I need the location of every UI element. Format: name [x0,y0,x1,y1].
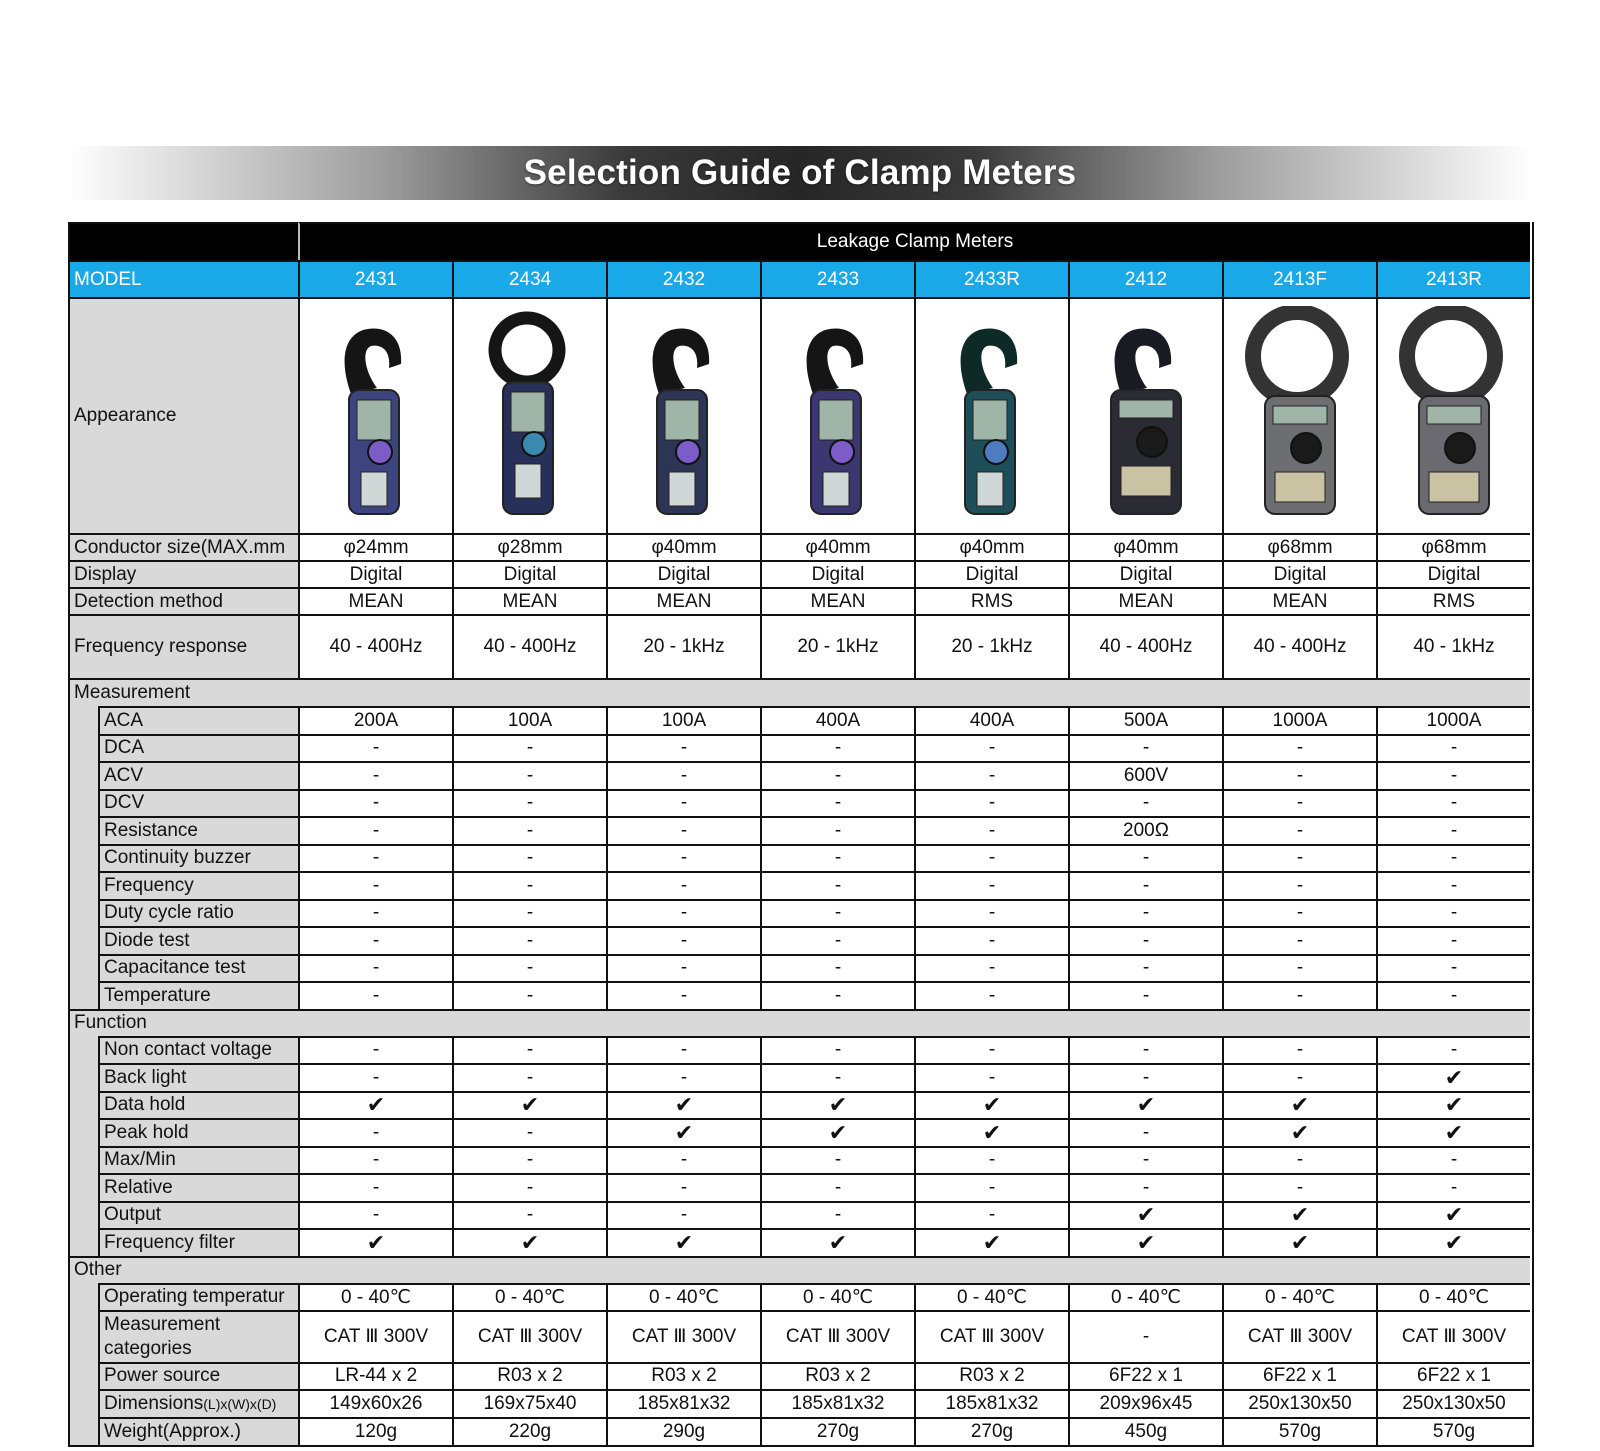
row-value: - [452,816,606,844]
row-value: - [452,981,606,1009]
spec-value: 40 - 1kHz [1376,614,1530,678]
row-value: - [452,899,606,927]
row-value: - [606,816,760,844]
row-value: - [606,981,760,1009]
spec-value: 20 - 1kHz [914,614,1068,678]
spec-value: Digital [1376,560,1530,587]
row-value: CAT Ⅲ 300V [1222,1310,1376,1362]
row-value: CAT Ⅲ 300V [606,1310,760,1362]
row-value: - [1376,1173,1530,1201]
clamp-meter-icon [465,306,595,526]
row-value: - [1222,816,1376,844]
row-label [98,1389,298,1417]
row-value: 169x75x40 [452,1389,606,1417]
row-value: - [298,1146,452,1174]
header-corner [68,222,298,260]
section-indent [68,1283,98,1445]
spec-value: Digital [1222,560,1376,587]
clamp-meter-icon [1389,306,1519,526]
row-value: 450g [1068,1417,1222,1445]
row-label: Operating temperatur [98,1283,298,1310]
model-5: 2412 [1068,260,1222,297]
meter-image-cell [1068,297,1222,533]
row-value: - [1376,981,1530,1009]
model-0: 2431 [298,260,452,297]
row-value: ✔ [1222,1118,1376,1146]
spec-value: 40 - 400Hz [452,614,606,678]
row-value: - [914,926,1068,954]
row-value: - [1068,981,1222,1009]
row-value: 100A [606,706,760,734]
model-4: 2433R [914,260,1068,297]
spec-label: Detection method [68,587,298,614]
row-value: 270g [914,1417,1068,1445]
row-value: ✔ [760,1091,914,1119]
row-label: Max/Min [98,1146,298,1174]
spec-value: φ68mm [1222,533,1376,560]
row-value: ✔ [452,1091,606,1119]
row-value: - [298,1036,452,1064]
row-value: - [1222,844,1376,872]
row-value: 570g [1376,1417,1530,1445]
spec-value: RMS [1376,587,1530,614]
row-value: - [452,1201,606,1229]
model-7: 2413R [1376,260,1530,297]
spec-value: Digital [606,560,760,587]
row-label: Duty cycle ratio [98,899,298,927]
spec-label: Conductor size(MAX.mm [68,533,298,560]
meter-image-cell [298,297,452,533]
row-value: - [1222,1063,1376,1091]
row-value: 250x130x50 [1222,1389,1376,1417]
row-value: - [760,1063,914,1091]
row-value: - [452,844,606,872]
clamp-meter-icon [1081,306,1211,526]
row-value: CAT Ⅲ 300V [298,1310,452,1362]
row-value: ✔ [1376,1228,1530,1256]
row-value: - [1068,1063,1222,1091]
meter-image-cell [606,297,760,533]
model-label: MODEL [68,260,298,297]
row-value: - [914,954,1068,982]
row-value: ✔ [914,1091,1068,1119]
row-value: 149x60x26 [298,1389,452,1417]
row-value: - [298,1118,452,1146]
spec-value: 40 - 400Hz [1068,614,1222,678]
row-value: 250x130x50 [1376,1389,1530,1417]
clamp-meter-icon [927,306,1057,526]
row-value: - [606,789,760,817]
row-value: - [452,1063,606,1091]
row-value: - [760,734,914,762]
row-label: Back light [98,1063,298,1091]
row-label: Capacitance test [98,954,298,982]
row-value: ✔ [1376,1201,1530,1229]
row-value: - [1222,871,1376,899]
row-value: - [298,789,452,817]
row-value: R03 x 2 [606,1362,760,1389]
row-value: - [760,1146,914,1174]
row-value: - [1068,844,1222,872]
row-value: - [606,954,760,982]
row-value: - [1376,954,1530,982]
row-value: 0 - 40℃ [1068,1283,1222,1310]
row-value: R03 x 2 [452,1362,606,1389]
spec-value: MEAN [1068,587,1222,614]
row-label: DCV [98,789,298,817]
row-value: - [298,899,452,927]
row-value: - [1222,761,1376,789]
row-value: - [606,761,760,789]
spec-value: 20 - 1kHz [606,614,760,678]
spec-value: MEAN [452,587,606,614]
row-value: - [452,1173,606,1201]
row-value: 209x96x45 [1068,1389,1222,1417]
row-value: - [914,1146,1068,1174]
row-label: Peak hold [98,1118,298,1146]
row-value: - [1068,1036,1222,1064]
row-value: - [298,1063,452,1091]
row-value: - [606,844,760,872]
row-value: - [1376,926,1530,954]
page-title: Selection Guide of Clamp Meters [523,153,1077,192]
row-value: - [914,734,1068,762]
clamp-meter-spec-table [68,222,1534,1447]
row-value: - [760,1173,914,1201]
row-value: 600V [1068,761,1222,789]
row-value: 120g [298,1417,452,1445]
row-value: - [1376,1146,1530,1174]
row-value: LR-44 x 2 [298,1362,452,1389]
row-value: - [914,871,1068,899]
model-1: 2434 [452,260,606,297]
row-value: - [914,844,1068,872]
row-value: CAT Ⅲ 300V [452,1310,606,1362]
row-value: - [1068,1118,1222,1146]
row-label: Data hold [98,1091,298,1119]
row-value: 570g [1222,1417,1376,1445]
row-value: - [606,734,760,762]
row-value: R03 x 2 [914,1362,1068,1389]
row-value: - [606,871,760,899]
row-value: - [1222,981,1376,1009]
row-value: ✔ [760,1228,914,1256]
row-label: Non contact voltage [98,1036,298,1064]
row-value: 6F22 x 1 [1222,1362,1376,1389]
row-value: - [760,981,914,1009]
row-value: 1000A [1376,706,1530,734]
row-value: - [914,1063,1068,1091]
row-value: - [1222,1146,1376,1174]
row-label: Resistance [98,816,298,844]
row-value: - [452,926,606,954]
row-value: - [452,1146,606,1174]
spec-value: Digital [452,560,606,587]
row-value: ✔ [452,1228,606,1256]
row-value: ✔ [914,1118,1068,1146]
spec-value: φ68mm [1376,533,1530,560]
section-indent [68,706,98,1009]
row-value: - [760,926,914,954]
row-value: - [452,1036,606,1064]
row-value: - [1376,844,1530,872]
spec-value: Digital [298,560,452,587]
row-label: DCA [98,734,298,762]
row-value: ✔ [298,1091,452,1119]
row-value: - [452,789,606,817]
row-value: - [298,926,452,954]
row-value: - [1222,1036,1376,1064]
row-value: - [1376,734,1530,762]
row-value: - [760,844,914,872]
row-value: 220g [452,1417,606,1445]
row-value: - [606,899,760,927]
row-value: 0 - 40℃ [606,1283,760,1310]
row-value: - [298,761,452,789]
row-label: Output [98,1201,298,1229]
row-value: 185x81x32 [914,1389,1068,1417]
row-value: 0 - 40℃ [298,1283,452,1310]
row-label: Frequency filter [98,1228,298,1256]
row-value: - [1376,761,1530,789]
row-value: - [760,954,914,982]
row-label: ACV [98,761,298,789]
row-value: - [606,1173,760,1201]
row-value: - [298,981,452,1009]
row-value: - [1376,816,1530,844]
clamp-meter-icon [773,306,903,526]
row-label: Measurement categories [98,1310,298,1362]
spec-value: φ28mm [452,533,606,560]
row-value: - [1068,871,1222,899]
row-value: - [1068,1310,1222,1362]
meter-image-cell [1376,297,1530,533]
row-value: ✔ [1222,1228,1376,1256]
row-value: - [298,1201,452,1229]
row-value: ✔ [298,1228,452,1256]
row-value: 200Ω [1068,816,1222,844]
row-value: CAT Ⅲ 300V [1376,1310,1530,1362]
meter-image-cell [760,297,914,533]
spec-value: MEAN [606,587,760,614]
row-value: R03 x 2 [760,1362,914,1389]
row-value: - [452,761,606,789]
row-value: ✔ [606,1091,760,1119]
row-value: - [1376,789,1530,817]
row-value: 0 - 40℃ [760,1283,914,1310]
row-value: - [914,981,1068,1009]
meter-image-cell [452,297,606,533]
row-label: Frequency [98,871,298,899]
row-value: ✔ [914,1228,1068,1256]
row-label-suffix: (L)x(W)x(D) [203,1395,277,1412]
row-value: ✔ [1222,1201,1376,1229]
row-value: - [914,1201,1068,1229]
row-label: Continuity buzzer [98,844,298,872]
spec-value: Digital [1068,560,1222,587]
row-label: Power source [98,1362,298,1389]
spec-value: φ40mm [914,533,1068,560]
row-value: - [760,816,914,844]
row-value: ✔ [1068,1201,1222,1229]
row-value: - [1068,1173,1222,1201]
row-value: - [760,761,914,789]
row-value: 0 - 40℃ [452,1283,606,1310]
meter-image-cell [1222,297,1376,533]
row-value: - [452,1118,606,1146]
row-value: - [606,1146,760,1174]
model-2: 2432 [606,260,760,297]
row-value: - [760,871,914,899]
row-value: 500A [1068,706,1222,734]
row-value: ✔ [1376,1118,1530,1146]
row-value: ✔ [606,1228,760,1256]
meter-image-cell [914,297,1068,533]
row-value: - [1222,1173,1376,1201]
spec-value: MEAN [760,587,914,614]
row-value: - [1068,1146,1222,1174]
row-value: - [1222,734,1376,762]
row-value: - [914,789,1068,817]
spec-value: Digital [760,560,914,587]
model-3: 2433 [760,260,914,297]
title-banner [68,146,1532,200]
clamp-meter-icon [311,306,441,526]
row-value: - [914,1173,1068,1201]
row-value: 6F22 x 1 [1068,1362,1222,1389]
row-value: 400A [760,706,914,734]
row-value: - [298,844,452,872]
row-value: - [298,871,452,899]
appearance-label: Appearance [68,297,298,533]
spec-value: φ40mm [1068,533,1222,560]
row-value: 185x81x32 [606,1389,760,1417]
section-other: Other [68,1256,1530,1283]
row-value: - [1376,871,1530,899]
row-value: - [760,1201,914,1229]
row-value: ✔ [1068,1228,1222,1256]
row-label: Temperature [98,981,298,1009]
row-value: - [1068,789,1222,817]
row-value: - [298,734,452,762]
row-value: - [1222,899,1376,927]
group-header: Leakage Clamp Meters [298,222,1530,260]
row-value: - [606,1063,760,1091]
row-value: - [298,954,452,982]
row-value: - [1222,789,1376,817]
section-measurement: Measurement [68,678,1530,706]
row-value: 6F22 x 1 [1376,1362,1530,1389]
row-value: - [1068,734,1222,762]
clamp-meter-icon [619,306,749,526]
model-6: 2413F [1222,260,1376,297]
row-value: - [606,1201,760,1229]
spec-value: 40 - 400Hz [1222,614,1376,678]
row-value: 1000A [1222,706,1376,734]
spec-value: φ24mm [298,533,452,560]
row-value: ✔ [1068,1091,1222,1119]
row-value: - [1376,1036,1530,1064]
row-value: - [914,761,1068,789]
row-value: - [298,1173,452,1201]
spec-value: 20 - 1kHz [760,614,914,678]
spec-value: 40 - 400Hz [298,614,452,678]
row-value: 200A [298,706,452,734]
row-value: - [760,789,914,817]
row-value: - [606,926,760,954]
row-value: - [452,734,606,762]
spec-label: Frequency response [68,614,298,678]
row-value: - [1068,954,1222,982]
row-value: 0 - 40℃ [1222,1283,1376,1310]
row-value: - [914,899,1068,927]
row-value: 270g [760,1417,914,1445]
row-value: 185x81x32 [760,1389,914,1417]
clamp-meter-icon [1235,306,1365,526]
row-value: - [452,871,606,899]
row-value: CAT Ⅲ 300V [914,1310,1068,1362]
spec-value: RMS [914,587,1068,614]
row-value: - [606,1036,760,1064]
row-value: - [452,954,606,982]
row-value: - [1222,954,1376,982]
spec-value: MEAN [1222,587,1376,614]
row-value: 0 - 40℃ [914,1283,1068,1310]
row-value: ✔ [606,1118,760,1146]
row-label-text: Dimensions [104,1392,204,1414]
row-value: - [298,816,452,844]
row-label: Weight(Approx.) [98,1417,298,1445]
row-value: - [914,816,1068,844]
row-value: ✔ [1376,1091,1530,1119]
row-value: 400A [914,706,1068,734]
row-value: - [1222,926,1376,954]
spec-label: Display [68,560,298,587]
row-value: - [1068,926,1222,954]
row-value: - [1376,899,1530,927]
row-value: - [1068,899,1222,927]
spec-value: Digital [914,560,1068,587]
row-value: - [760,899,914,927]
row-value: 100A [452,706,606,734]
spec-value: φ40mm [760,533,914,560]
row-value: ✔ [1376,1063,1530,1091]
row-label: Diode test [98,926,298,954]
row-value: ✔ [1222,1091,1376,1119]
row-value: - [760,1036,914,1064]
row-label: ACA [98,706,298,734]
row-value: - [914,1036,1068,1064]
row-value: ✔ [760,1118,914,1146]
section-function: Function [68,1009,1530,1036]
spec-value: φ40mm [606,533,760,560]
row-label: Relative [98,1173,298,1201]
spec-value: MEAN [298,587,452,614]
row-value: 290g [606,1417,760,1445]
row-value: CAT Ⅲ 300V [760,1310,914,1362]
row-value: 0 - 40℃ [1376,1283,1530,1310]
section-indent [68,1036,98,1256]
